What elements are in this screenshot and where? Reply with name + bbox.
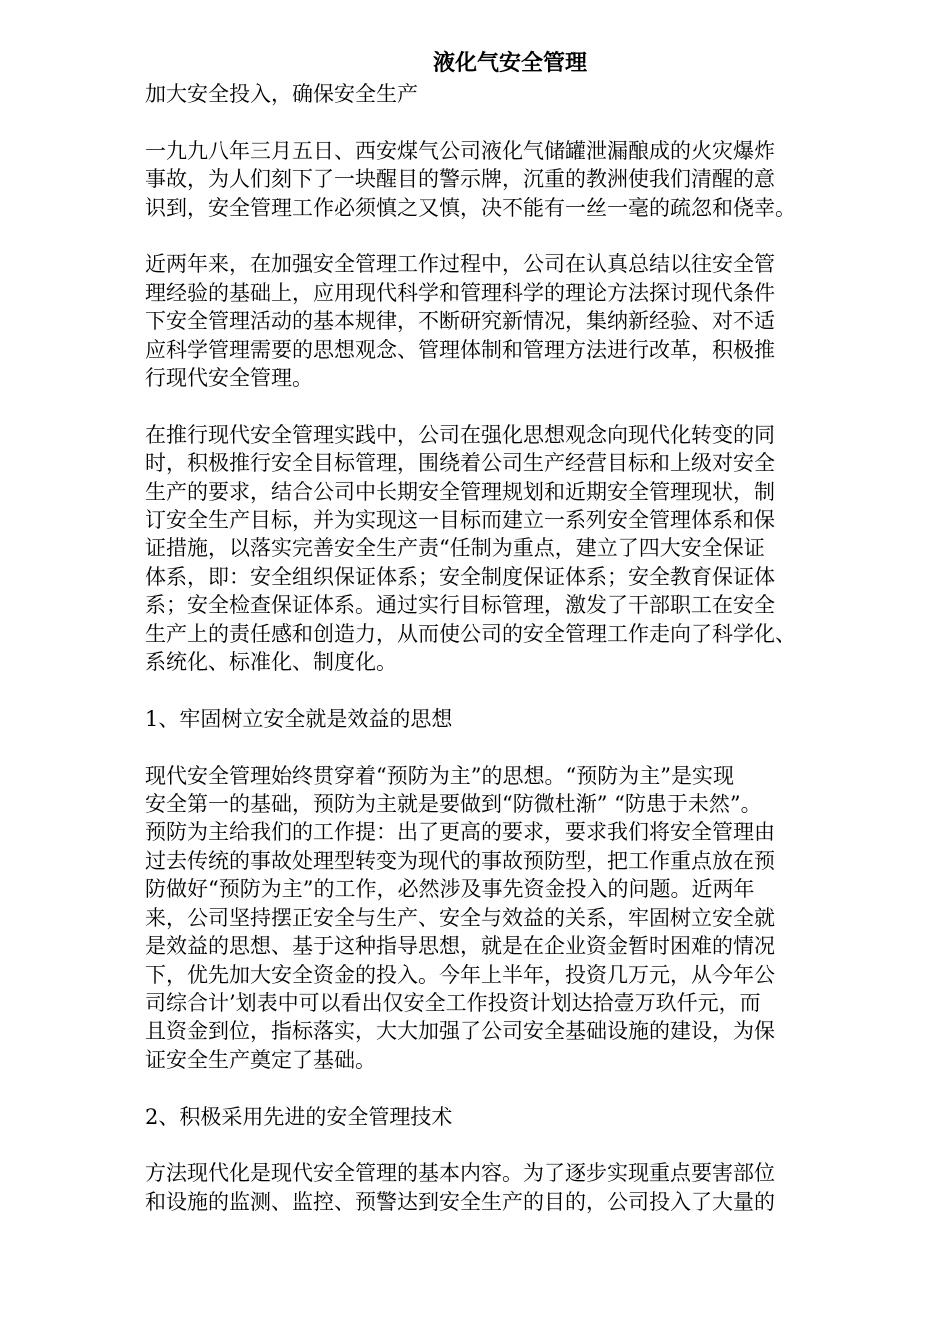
text-line: 识到，安全管理工作必须慎之又慎，决不能有一丝一毫的疏忽和侥幸。 bbox=[145, 195, 796, 220]
text-line: 加大安全投入，确保安全生产 bbox=[145, 82, 418, 106]
text-line: 证措施，以落实完善安全生产责“任制为重点，建立了四大安全保证 bbox=[145, 536, 765, 561]
text-line: 安全第一的基础，预防为主就是要做到“防微杜渐” “防患于未然”。 bbox=[145, 792, 762, 817]
text-line: 应科学管理需要的思想观念、管理体制和管理方法进行改革，积极推 bbox=[145, 337, 775, 362]
text-line: 系统化、标准化、制度化。 bbox=[145, 650, 397, 675]
text-line: 和设施的监测、监控、预警达到安全生产的目的，公司投入了大量的 bbox=[145, 1189, 775, 1214]
text-line: 一九九八年三月五日、西安煤气公司液化气储罐泄漏酿成的火灾爆炸 bbox=[145, 138, 775, 163]
body-paragraph bbox=[145, 421, 877, 677]
text-line: 方法现代化是现代安全管理的基本内容。为了逐步实现重点要害部位 bbox=[145, 1161, 775, 1186]
text-line: 防做好“预防为主”的工作，必然涉及事先资金投入的问题。近两年 bbox=[145, 877, 755, 902]
body-paragraph bbox=[145, 137, 877, 222]
text-line: 2、积极采用先进的安全管理技术 bbox=[145, 1104, 453, 1129]
body-paragraph bbox=[145, 250, 877, 392]
text-line: 是效益的思想、基于这种指导思想，就是在企业资金暂时困难的情况 bbox=[145, 934, 775, 959]
text-line: 现代安全管理始终贯穿着“预防为主”的思想。“预防为主”是实现 bbox=[145, 763, 734, 788]
text-line: 来，公司坚持摆正安全与生产、安全与效益的关系，牢固树立安全就 bbox=[145, 905, 775, 930]
text-line: 1、牢固树立安全就是效益的思想 bbox=[145, 706, 453, 731]
section-heading bbox=[145, 1103, 877, 1131]
text-line: 系；安全检查保证体系。通过实行目标管理，激发了干部职工在安全 bbox=[145, 593, 775, 618]
text-line: 下，优先加大安全资金的投入。今年上半年，投资几万元，从今年公 bbox=[145, 962, 775, 987]
document-body bbox=[145, 80, 877, 1245]
text-line: 证安全生产奠定了基础。 bbox=[145, 1047, 376, 1072]
section-heading bbox=[145, 705, 877, 733]
text-line: 生产的要求，结合公司中长期安全管理规划和近期安全管理现状，制 bbox=[145, 479, 775, 504]
text-line: 近两年来，在加强安全管理工作过程中，公司在认真总结以往安全管 bbox=[145, 252, 775, 277]
subtitle-paragraph bbox=[145, 80, 877, 108]
text-line: 时，积极推行安全目标管理，围绕着公司生产经营目标和上级对安全 bbox=[145, 451, 775, 476]
text-line: 理经验的基础上，应用现代科学和管理科学的理论方法探讨现代条件 bbox=[145, 280, 775, 305]
text-line: 预防为主给我们的工作提：出了更高的要求，要求我们将安全管理由 bbox=[145, 820, 775, 845]
text-line: 行现代安全管理。 bbox=[145, 366, 313, 391]
text-line: 过去传统的事故处理型转变为现代的事故预防型，把工作重点放在预 bbox=[145, 848, 775, 873]
document-title: 液化气安全管理 bbox=[432, 50, 587, 76]
text-line: 在推行现代安全管理实践中，公司在强化思想观念向现代化转变的同 bbox=[145, 422, 775, 447]
text-line: 司综合计’划表中可以看出仅安全工作投资计划达拾壹万玖仟元，而 bbox=[145, 990, 761, 1015]
text-line: 下安全管理活动的基本规律，不断研究新情况，集纳新经验、对不适 bbox=[145, 309, 775, 334]
text-line: 且资金到位，指标落实，大大加强了公司安全基础设施的建设，为保 bbox=[145, 1019, 775, 1044]
text-line: 体系，即：安全组织保证体系；安全制度保证体系；安全教育保证体 bbox=[145, 564, 775, 589]
text-line: 事故，为人们刻下了一块醒目的警示牌，沉重的教洲使我们清醒的意 bbox=[145, 167, 775, 192]
text-line: 生产上的责任感和创造力，从而使公司的安全管理工作走向了科学化、 bbox=[145, 621, 796, 646]
text-line: 订安全生产目标，并为实现这一目标而建立一系列安全管理体系和保 bbox=[145, 508, 775, 533]
body-paragraph bbox=[145, 762, 877, 1074]
body-paragraph bbox=[145, 1159, 877, 1216]
